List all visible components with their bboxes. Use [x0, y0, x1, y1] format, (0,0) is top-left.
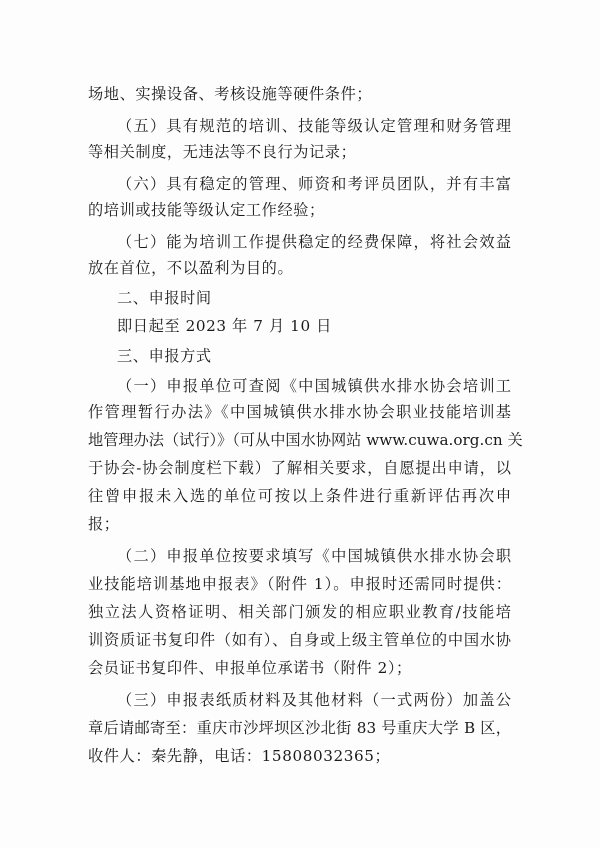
text-line: （六）具有稳定的管理、师资和考评员团队，并有丰富 [117, 175, 511, 193]
text-line: 收件人：秦先静，电话：15808032365； [88, 747, 391, 765]
text-line: （五）具有规范的培训、技能等级认定管理和财务管理 [117, 117, 511, 135]
text-line: （二）申报单位按要求填写《中国城镇供水排水协会职 [117, 547, 511, 565]
text-line: 等相关制度，无违法等不良行为记录； [88, 143, 357, 161]
text-line: 地管理办法（试行）》（可从中国水协网站 www.cuwa.org.cn 关 [88, 431, 523, 449]
text-line: 训资质证书复印件（如有）、自身或上级主管单位的中国水协 [88, 631, 511, 649]
text-line: 独立法人资格证明、相关部门颁发的相应职业教育/技能培 [88, 603, 511, 621]
text-line: 往曾申报未入选的单位可按以上条件进行重新评估再次申 [88, 487, 511, 505]
section-heading: 二、申报时间 [117, 289, 212, 307]
text-line: 场地、实操设备、考核设施等硬件条件； [88, 85, 373, 103]
text-line: 报； [88, 515, 120, 533]
text-line: 章后请邮寄至：重庆市沙坪坝区沙北街 83 号重庆大学 B 区， [88, 719, 511, 737]
text-line: 会员证书复印件、申报单位承诺书（附件 2）； [88, 659, 412, 677]
text-line: 的培训或技能等级认定工作经验； [88, 201, 325, 219]
text-line: 业技能培训基地申报表》（附件 1）。申报时还需同时提供： [88, 575, 511, 593]
section-heading: 三、申报方式 [117, 347, 212, 365]
text-line: （三）申报表纸质材料及其他材料（一式两份）加盖公 [117, 691, 511, 709]
text-line: 放在首位，不以盈利为目的。 [88, 259, 294, 277]
text-line: 作管理暂行办法》《中国城镇供水排水协会职业技能培训基 [88, 403, 511, 421]
text-line: （一）申报单位可查阅《中国城镇供水排水协会培训工 [117, 377, 511, 395]
text-line: （七）能为培训工作提供稳定的经费保障，将社会效益 [117, 233, 511, 251]
text-line: 于协会-协会制度栏下载）了解相关要求，自愿提出申请，以 [88, 459, 511, 477]
text-line: 即日起至 2023 年 7 月 10 日 [117, 317, 332, 335]
